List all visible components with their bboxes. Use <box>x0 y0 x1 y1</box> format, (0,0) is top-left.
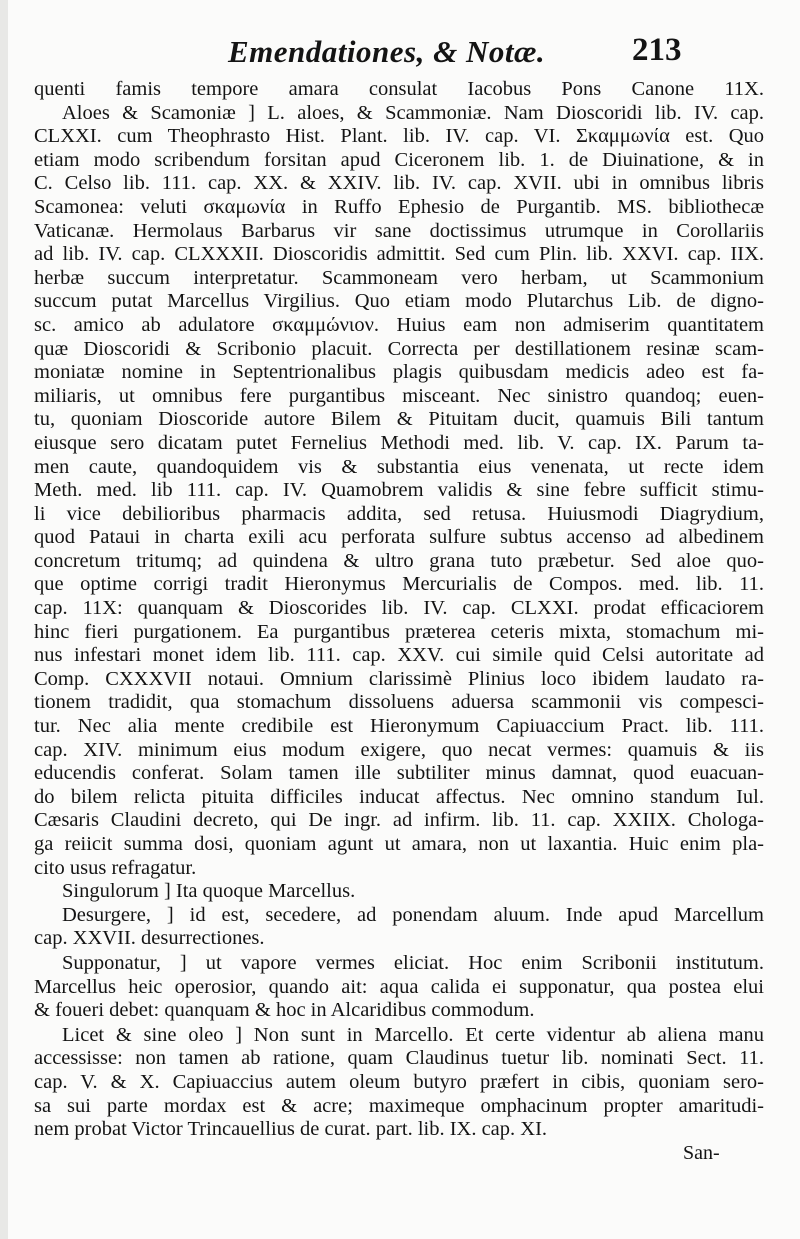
text-line: cap. XIV. minimum eius modum exigere, quo necat vermes: quamuis & iis <box>34 738 764 761</box>
text-line: Vaticanæ. Hermolaus Barbarus vir sane doctissimus utrumque in Corollariis <box>34 219 764 242</box>
text-line: sc. amico ab adulatore σκαμμώνιον. Huius eam non admiserim quantitatem <box>34 313 764 336</box>
text-line: CLXXI. cum Theophrasto Hist. Plant. lib. IV. cap. VI. Σκαμμωνία est. Quo <box>34 125 764 148</box>
text-line: nus infestari monet idem lib. 111. cap. XXV. cui simile quid Celsi autoritate ad <box>34 644 764 667</box>
text-line: concretum tritumq; ad quindena & ultro grana tuto præbetur. Sed aloe quo- <box>34 549 764 572</box>
text-line: etiam modo scribendum forsitan apud Ciceronem lib. 1. de Diuinatione, & in <box>34 148 764 171</box>
text-line: miliaris, ut omnibus fere purgantibus misceant. Nec sinistro quandoq; euen- <box>34 384 764 407</box>
text-line: ad lib. IV. cap. CLXXXII. Dioscoridis admittit. Sed cum Plin. lib. XXVI. cap. IIX. <box>34 243 764 266</box>
text-line: quenti famis tempore amara consulat Iacobus Pons Canone 11X. <box>34 78 764 100</box>
text-line: tu, quoniam Dioscoride autore Bilem & Pituitam ducit, quamuis Bili tantum <box>34 408 764 431</box>
text-body <box>34 78 764 1142</box>
text-line: Meth. med. lib 111. cap. IV. Quamobrem validis & sine febre sufficit stimu- <box>34 479 764 502</box>
page-header <box>0 30 800 80</box>
text-line: Marcellus heic operosior, quando ait: aqua calida ei supponatur, qua postea elui <box>34 975 764 998</box>
text-line: herbæ succum interpretatur. Scammoneam vero herbam, ut Scammonium <box>34 266 764 289</box>
text-line: succum putat Marcellus Virgilius. Quo etiam modo Plutarchus Lib. de digno- <box>34 290 764 313</box>
text-line: tur. Nec alia mente credibile est Hieronymum Capiuaccium Pract. lib. 111. <box>34 715 764 738</box>
page-edge-shadow <box>0 0 8 1239</box>
text-line: men caute, quandoquidem vis & substantia eius venenata, ut recte idem <box>34 455 764 478</box>
text-line: cito usus refragatur. <box>34 856 197 879</box>
text-line: moniatæ nomine in Septentrionalibus plagis quibusdam medicis adeo est fa- <box>34 361 764 384</box>
text-line: quæ Dioscoridi & Scribonio placuit. Correcta per destillationem resinæ scam- <box>34 337 764 360</box>
text-line: educendis conferat. Solam tamen ille subtiliter minus damnat, quod euacuan- <box>34 762 764 785</box>
text-line: li vice debilioribus pharmacis addita, sed retusa. Huiusmodi Diagrydium, <box>34 502 764 525</box>
text-line: que optime corrigi tradit Hieronymus Mercurialis de Compos. med. lib. 11. <box>34 573 764 596</box>
note-lemma-licet: Licet & sine oleo ] Non sunt in Marcello. Et certe videntur ab aliena manu <box>62 1023 764 1046</box>
text-line: ga reiicit summa dosi, quoniam agunt ut amara, non ut laxantia. Huic enim pla- <box>34 833 764 855</box>
note-lemma-singulorum: Singulorum ] Ita quoque Marcellus. <box>62 880 356 903</box>
page-number: 213 <box>632 32 682 68</box>
catchword: San- <box>683 1142 720 1164</box>
text-line: tionem tradidit, qua stomachum dissoluens aduersa scammonii vis compesci- <box>34 691 764 714</box>
text-line: nem probat Victor Trincauellius de curat. part. lib. IX. cap. XI. <box>34 1118 548 1141</box>
text-line: cap. 11X: quanquam & Dioscorides lib. IV. cap. CLXXI. prodat efficaciorem <box>34 597 764 620</box>
running-head: Emendationes, & Notæ. <box>228 34 546 69</box>
text-line: Comp. CXXXVII notaui. Omnium clarissimè Plinius loco ibidem laudato ra- <box>34 667 764 690</box>
text-line: Scamonea: veluti σκαμωνία in Ruffo Ephesio de Purgantib. MS. bibliothecæ <box>34 195 764 218</box>
text-line: & foueri debet: quanquam & hoc in Alcaridibus commodum. <box>34 999 535 1022</box>
text-line: cap. V. & X. Capiuaccius autem oleum butyro præfert in cibis, quoniam sero- <box>34 1070 764 1093</box>
text-line: C. Celso lib. 111. cap. XX. & XXIV. lib. IV. cap. XVII. ubi in omnibus libris <box>34 172 764 195</box>
text-line: sa sui parte mordax est & acre; maximeque omphacinum propter amaritudi- <box>34 1094 764 1117</box>
text-line: accessisse: non tamen ab ratione, quam Claudinus tuetur lib. nominati Sect. 11. <box>34 1047 764 1070</box>
text-line: cap. XXVII. desurrectiones. <box>34 927 265 950</box>
text-line: quod Pataui in charta exili acu perforata sulfure subtus accenso ad albedinem <box>34 526 764 549</box>
text-line: do bilem relicta pituita difficiles inducat affectus. Nec omnino standum Iul. <box>34 785 764 808</box>
note-lemma-desurgere: Desurgere, ] id est, secedere, ad ponendam aluum. Inde apud Marcellum <box>62 903 764 926</box>
text-line: hinc fieri purgationem. Ea purgantibus præterea ceteris mixta, stomachum mi- <box>34 620 764 643</box>
text-line: eiusque sero dicatam putet Fernelius Methodi med. lib. V. cap. IX. Parum ta- <box>34 431 764 454</box>
text-line: Aloes & Scamoniæ ] L. aloes, & Scammoniæ. Nam Dioscoridi lib. IV. cap. <box>62 101 764 124</box>
text-line: Cæsaris Claudini decreto, qui De ingr. ad infirm. lib. 11. cap. XXIIX. Chologa- <box>34 809 764 832</box>
note-lemma-supponatur: Supponatur, ] ut vapore vermes eliciat. Hoc enim Scribonii institutum. <box>62 951 764 974</box>
